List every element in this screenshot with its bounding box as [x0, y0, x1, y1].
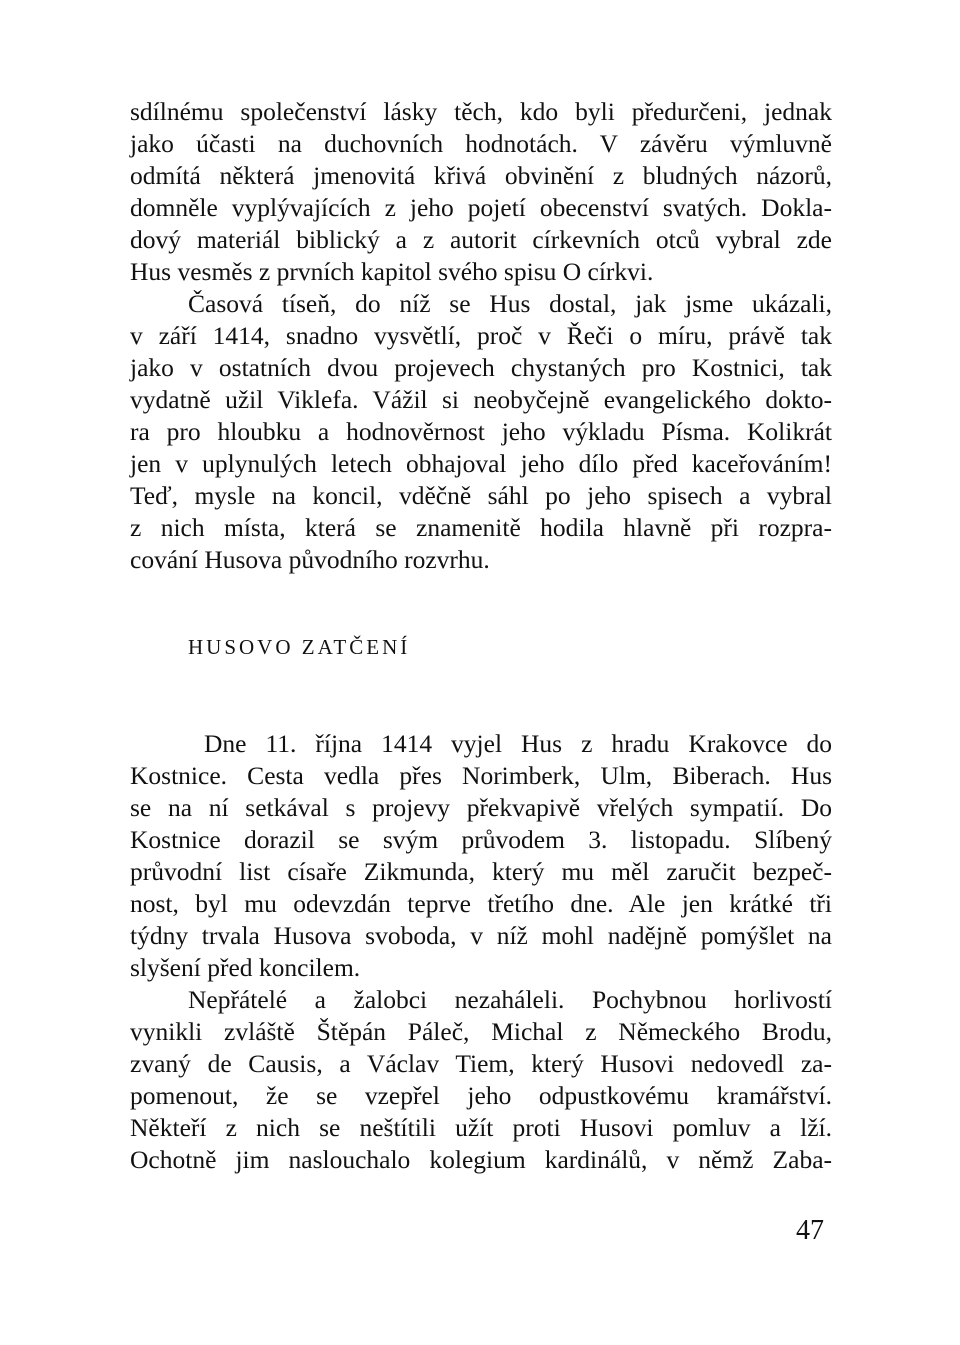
text-line: vynikli zvláště Štěpán Páleč, Michal z Německého Brodu,: [130, 1017, 832, 1046]
text-line: sdílnému společenství lásky těch, kdo byli předurčeni, jednak: [130, 97, 832, 126]
text-line: se na ní setkával s projevy překvapivě vřelých sympatií. Do: [130, 793, 832, 822]
text-line: nost, byl mu odevzdán teprve třetího dne. Ale jen krátké tři: [130, 889, 832, 918]
text-line: dový materiál biblický a z autorit církevních otců vybral zde: [130, 225, 832, 254]
text-line: průvodní list císaře Zikmunda, který mu měl zaručit bezpeč-: [130, 857, 832, 886]
text-line: ra pro hloubku a hodnověrnost jeho výkladu Písma. Kolikrát: [130, 417, 832, 446]
text-line: cování Husova původního rozvrhu.: [130, 545, 490, 574]
text-line: Ochotně jim naslouchalo kolegium kardinálů, v němž Zaba-: [130, 1145, 832, 1174]
text-line: jako účasti na duchovních hodnotách. V závěru výmluvně: [130, 129, 832, 158]
text-line: Kostnice. Cesta vedla přes Norimberk, Ulm, Biberach. Hus: [130, 761, 832, 790]
text-line: jako v ostatních dvou projevech chystaných pro Kostnici, tak: [130, 353, 832, 382]
text-line: Dne 11. října 1414 vyjel Hus z hradu Krakovce do: [204, 729, 832, 758]
text-line: Někteří z nich se neštítili užít proti Husovi pomluv a lží.: [130, 1113, 832, 1142]
section-heading: HUSOVO ZATČENÍ: [188, 635, 411, 659]
text-line: jen v uplynulých letech obhajoval jeho dílo před kaceřováním!: [130, 449, 832, 478]
text-line: zvaný de Causis, a Václav Tiem, který Husovi nedovedl za-: [130, 1049, 832, 1078]
text-line: pomenout, že se vzepřel jeho odpustkovému kramářství.: [130, 1081, 832, 1110]
text-line: Kostnice dorazil se svým průvodem 3. listopadu. Slíbený: [130, 825, 832, 854]
text-line: vydatně užil Viklefa. Vážil si neobyčejně evangelického dokto-: [130, 385, 832, 414]
text-line: domněle vyplývajících z jeho pojetí obecenství svatých. Dokla-: [130, 193, 832, 222]
text-line: v září 1414, snadno vysvětlí, proč v Řeči o míru, právě tak: [130, 321, 832, 350]
text-line: Nepřátelé a žalobci nezaháleli. Pochybnou horlivostí: [188, 985, 832, 1014]
text-line: slyšení před koncilem.: [130, 953, 361, 982]
text-line: z nich místa, která se znamenitě hodila hlavně při rozpra-: [130, 513, 832, 542]
text-line: odmítá některá jmenovitá křivá obvinění z bludných názorů,: [130, 161, 832, 190]
text-line: Časová tíseň, do níž se Hus dostal, jak jsme ukázali,: [188, 289, 832, 318]
page-number: 47: [796, 1215, 824, 1246]
text-line: týdny trvala Husova svoboda, v níž mohl nadějně pomýšlet na: [130, 921, 832, 950]
text-line: Hus vesměs z prvních kapitol svého spisu O církvi.: [130, 257, 654, 286]
text-line: Teď, mysle na koncil, vděčně sáhl po jeho spisech a vybral: [130, 481, 832, 510]
